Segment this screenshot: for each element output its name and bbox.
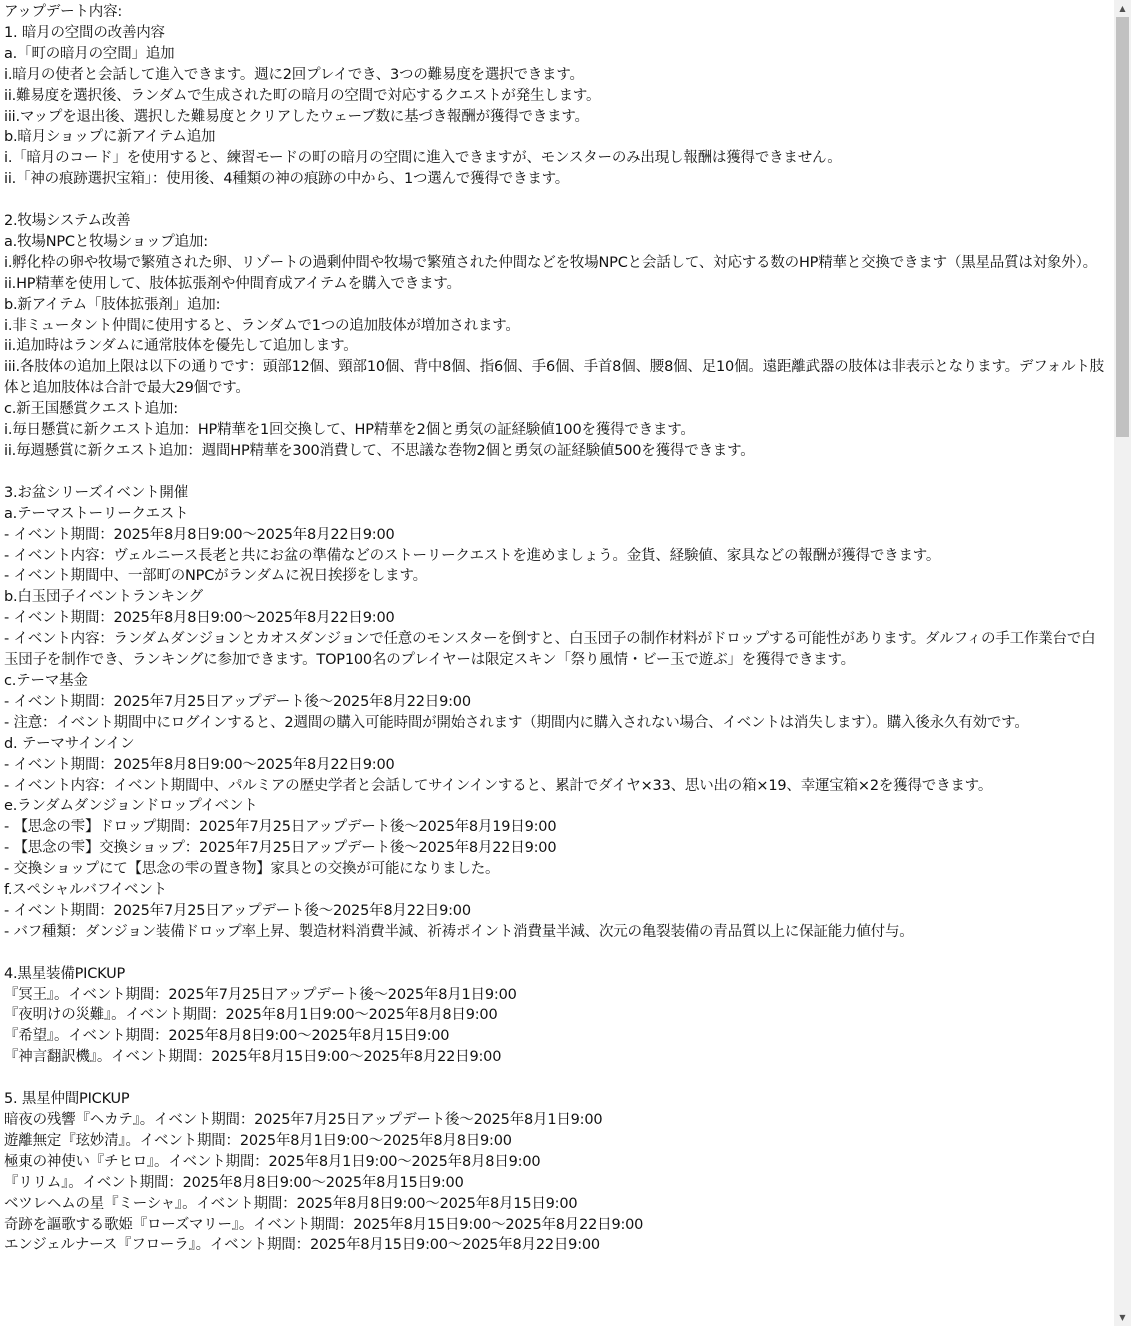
text-line: i.暗月の使者と会話して進入できます。週に2回プレイでき、3つの難易度を選択できます。 bbox=[4, 66, 584, 83]
text-line: ii.難易度を選択後、ランダムで生成された町の暗月の空間で対応するクエストが発生します。 bbox=[4, 87, 601, 104]
text-line: - 交換ショップにて【思念の雫の置き物】家具との交換が可能になりました。 bbox=[4, 861, 500, 878]
text-line: 遊離無定『玹妙清』。イベント期間：2025年8月1日9:00～2025年8月8日9:00 bbox=[4, 1132, 512, 1149]
text-line: - 【思念の雫】ドロップ期間：2025年7月25日アップデート後～2025年8月19日9:00 bbox=[4, 819, 557, 836]
text-line: i.「暗月のコード」を使用すると、練習モードの町の暗月の空間に進入できますが、モンスターのみ出現し報酬は獲得できません。 bbox=[4, 150, 842, 167]
scrollbar-thumb[interactable] bbox=[1116, 17, 1129, 437]
text-line: アップデート内容: bbox=[4, 4, 123, 20]
text-line: i.毎日懸賞に新クエスト追加：HP精華を1回交換して、HP精華を2個と勇気の証経験値100を獲得できます。 bbox=[4, 422, 695, 439]
text-line: - 【思念の雫】交換ショップ：2025年7月25日アップデート後～2025年8月22日9:00 bbox=[4, 840, 557, 857]
text-line: - 注意：イベント期間中にログインすると、2週間の購入可能時間が開始されます（期間内に購入されない場合、イベントは消失します）。購入後永久有効です。 bbox=[4, 714, 1029, 731]
text-line: iii.マップを退出後、選択した難易度とクリアしたウェーブ数に基づき報酬が獲得できます。 bbox=[4, 108, 589, 125]
text-line bbox=[4, 1068, 1109, 1089]
text-line: - イベント期間：2025年8月8日9:00～2025年8月22日9:00 bbox=[4, 756, 395, 773]
text-line bbox=[4, 462, 1109, 483]
text-line: - イベント内容：ランダムダンジョンとカオスダンジョンで任意のモンスターを倒すと、白玉団子の制作材料がドロップする可能性があります。ダルフィの手工作業台で白玉団子を制作でき、ランキングに参加できます。TOP100名のプレイヤーは限定スキン「祭り風情・ビー玉で遊ぶ」を獲得できます。 bbox=[4, 631, 1096, 669]
text-line: 極東の神使い『チヒロ』。イベント期間：2025年8月1日9:00～2025年8月8日9:00 bbox=[4, 1153, 541, 1170]
text-line: - イベント期間中、一部町のNPCがランダムに祝日挨拶をします。 bbox=[4, 568, 427, 585]
text-line bbox=[4, 943, 1109, 964]
text-line: ii.毎週懸賞に新クエスト追加：週間HP精華を300消費して、不思議な巻物2個と勇気の証経験値500を獲得できます。 bbox=[4, 443, 755, 460]
vertical-scrollbar[interactable] bbox=[1114, 0, 1131, 1326]
text-line: ii.「神の痕跡選択宝箱」：使用後、4種類の神の痕跡の中から、1つ選んで獲得できます。 bbox=[4, 171, 570, 188]
text-line: 奇跡を謳歌する歌姫『ローズマリー』。イベント期間：2025年8月15日9:00～2025年8月22日9:00 bbox=[4, 1216, 644, 1233]
text-line: a.テーマストーリークエスト bbox=[4, 505, 189, 522]
text-line: - イベント内容：ヴェルニース長老と共にお盆の準備などのストーリークエストを進めましょう。金貨、経験値、家具などの報酬が獲得できます。 bbox=[4, 547, 941, 564]
text-line: f.スペシャルバフイベント bbox=[4, 882, 167, 899]
text-line: d. テーマサインイン bbox=[4, 735, 135, 752]
text-line: 3.お盆シリーズイベント開催 bbox=[4, 484, 189, 501]
text-line: i.孵化枠の卵や牧場で繁殖された卵、リゾートの過剰仲間や牧場で繁殖された仲間などを牧場NPCと会話して、対応する数のHP精華と交換できます（黒星品質は対象外）。 bbox=[4, 254, 1097, 271]
text-line: 『夜明けの災難』。イベント期間：2025年8月1日9:00～2025年8月8日9:00 bbox=[4, 1007, 498, 1024]
text-line: iii.各肢体の追加上限は以下の通りです：頭部12個、頸部10個、背中8個、指6個、手6個、手首8個、腰8個、足10個。遠距離武器の肢体は非表示となります。デフォルト肢体と追加肢体は合計で最大29個です。 bbox=[4, 359, 1104, 397]
text-line: 『神言翻訳機』。イベント期間：2025年8月15日9:00～2025年8月22日9:00 bbox=[4, 1049, 502, 1066]
text-line: 『冥王』。イベント期間：2025年7月25日アップデート後～2025年8月1日9:00 bbox=[4, 986, 517, 1003]
text-line: 4.黒星装備PICKUP bbox=[4, 965, 126, 982]
text-line: 2.牧場システム改善 bbox=[4, 213, 131, 230]
text-line: - イベント期間：2025年7月25日アップデート後～2025年8月22日9:00 bbox=[4, 902, 471, 919]
text-line: a.牧場NPCと牧場ショップ追加: bbox=[4, 233, 208, 250]
text-line: - バフ種類：ダンジョン装備ドロップ率上昇、製造材料消費半減、祈祷ポイント消費量半減、次元の亀裂装備の青品質以上に保証能力値付与。 bbox=[4, 923, 914, 940]
text-line: b.白玉団子イベントランキング bbox=[4, 589, 203, 606]
text-line: ii.HP精華を使用して、肢体拡張剤や仲間育成アイテムを購入できます。 bbox=[4, 275, 461, 292]
text-line bbox=[4, 190, 1109, 211]
text-line: ベツレヘムの星『ミーシャ』。イベント期間：2025年8月8日9:00～2025年8月15日9:00 bbox=[4, 1195, 578, 1212]
text-line: エンジェルナース『フローラ』。イベント期間：2025年8月15日9:00～2025年8月22日9:00 bbox=[4, 1237, 600, 1254]
text-line: c.テーマ基金 bbox=[4, 672, 88, 689]
text-line: b.新アイテム「肢体拡張剤」追加: bbox=[4, 296, 221, 313]
text-line: 『希望』。イベント期間：2025年8月8日9:00～2025年8月15日9:00 bbox=[4, 1028, 450, 1045]
text-line: - イベント期間：2025年8月8日9:00～2025年8月22日9:00 bbox=[4, 526, 395, 543]
scroll-down-arrow-icon[interactable]: ▼ bbox=[1119, 1313, 1126, 1322]
text-line: ii.追加時はランダムに通常肢体を優先して追加します。 bbox=[4, 338, 358, 355]
text-line: c.新王国懸賞クエスト追加: bbox=[4, 401, 178, 418]
text-line: a.「町の暗月の空間」追加 bbox=[4, 45, 175, 62]
text-line: 5. 黒星仲間PICKUP bbox=[4, 1091, 130, 1108]
text-line: 『リリム』。イベント期間：2025年8月8日9:00～2025年8月15日9:00 bbox=[4, 1174, 464, 1191]
text-line: - イベント内容：イベント期間中、パルミアの歴史学者と会話してサインインすると、累計でダイヤ×33、思い出の箱×19、幸運宝箱×2を獲得できます。 bbox=[4, 777, 993, 794]
update-notes-text bbox=[4, 2, 1109, 1256]
text-line: b.暗月ショップに新アイテム追加 bbox=[4, 129, 216, 146]
text-line: 暗夜の残響『ヘカテ』。イベント期間：2025年7月25日アップデート後～2025年8月1日9:00 bbox=[4, 1111, 603, 1128]
text-line: e.ランダムダンジョンドロップイベント bbox=[4, 798, 258, 815]
text-line: - イベント期間：2025年7月25日アップデート後～2025年8月22日9:00 bbox=[4, 693, 471, 710]
text-line: 1. 暗月の空間の改善内容 bbox=[4, 24, 165, 41]
text-line: i.非ミュータント仲間に使用すると、ランダムで1つの追加肢体が増加されます。 bbox=[4, 317, 520, 334]
scroll-up-arrow-icon[interactable]: ▲ bbox=[1119, 4, 1126, 13]
text-line: - イベント期間：2025年8月8日9:00～2025年8月22日9:00 bbox=[4, 610, 395, 627]
